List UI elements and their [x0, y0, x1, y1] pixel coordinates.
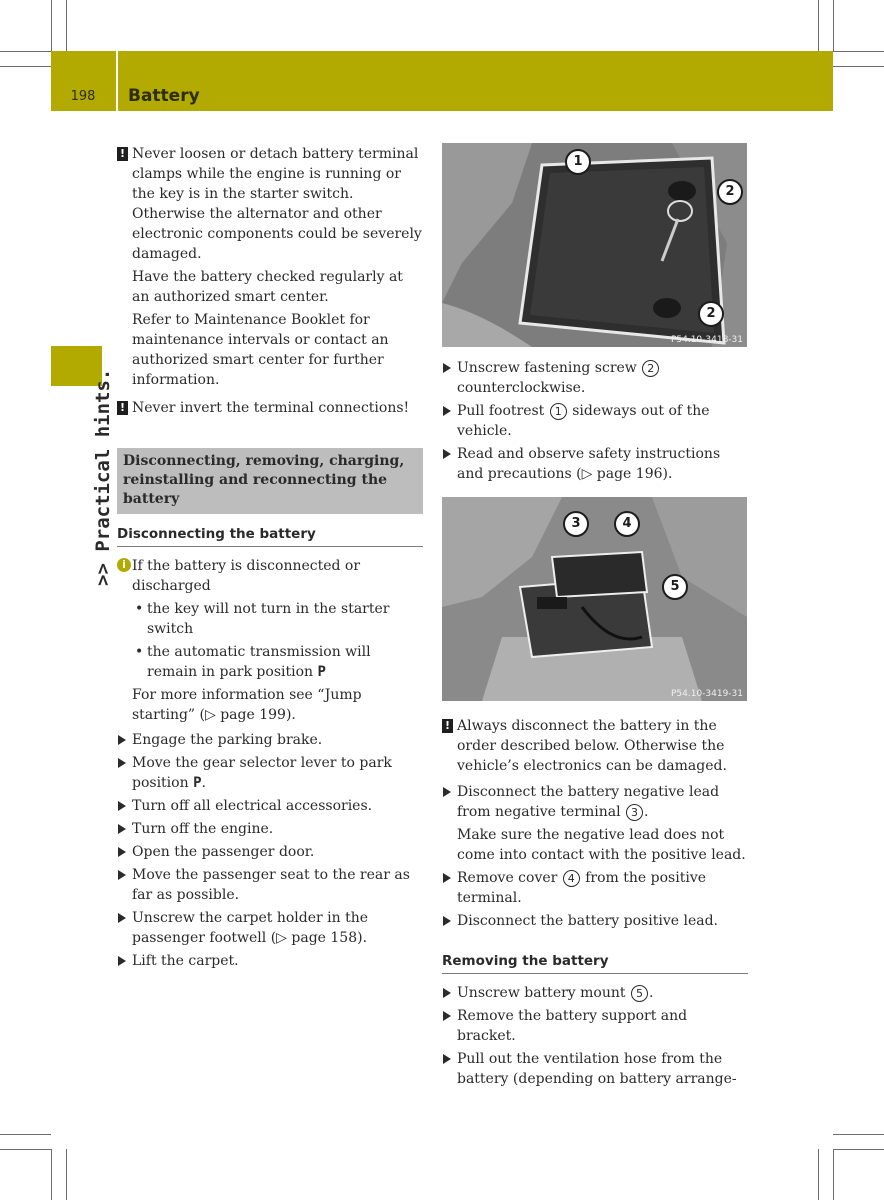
step-text: Remove cover — [457, 870, 558, 886]
step-text: Pull footrest — [457, 403, 545, 419]
bullet-icon: • — [135, 644, 144, 660]
crop-mark — [51, 1149, 52, 1200]
right-column-b — [442, 716, 748, 1092]
figure-callout: 4 — [614, 511, 640, 537]
crop-mark — [833, 1134, 884, 1135]
callout-number: 5 — [631, 985, 648, 1002]
figure-callout: 2 — [717, 179, 743, 205]
crop-mark — [833, 66, 884, 67]
section-heading-box: Disconnecting, removing, charging, reinstalling and reconnecting the battery — [117, 448, 423, 514]
crop-mark — [66, 1149, 67, 1200]
subheading: Removing the battery — [442, 951, 748, 974]
arrow-icon — [118, 824, 126, 834]
arrow-icon — [443, 449, 451, 459]
step — [442, 358, 748, 398]
warning-icon: ! — [117, 401, 128, 415]
figure-callout: 2 — [698, 301, 724, 327]
gear-position: P — [193, 775, 202, 791]
step — [117, 951, 423, 971]
crop-mark — [0, 66, 51, 67]
callout-number: 3 — [626, 804, 643, 821]
arrow-icon — [443, 406, 451, 416]
paragraph: Have the battery checked regularly at an authorized smart center. — [132, 269, 403, 305]
crop-mark — [51, 0, 52, 51]
crop-mark — [0, 1149, 51, 1150]
crop-mark — [66, 0, 67, 51]
step-text: . — [648, 985, 654, 1001]
crop-mark — [833, 1149, 834, 1200]
arrow-icon — [443, 916, 451, 926]
step — [442, 444, 748, 484]
callout-number: 2 — [642, 360, 659, 377]
step — [442, 1006, 748, 1046]
warning-note — [117, 398, 423, 418]
arrow-icon — [118, 847, 126, 857]
arrow-icon — [443, 1011, 451, 1021]
arrow-icon — [118, 913, 126, 923]
step-text: Read and observe safety instructions and precautions (▷ page 196). — [457, 446, 721, 482]
figure-callout: 1 — [565, 149, 591, 175]
crop-mark — [833, 51, 884, 52]
list-item-text: the automatic transmission will remain in park position — [147, 644, 371, 680]
arrow-icon — [443, 988, 451, 998]
step-text: Move the gear selector lever to park position — [132, 755, 392, 791]
step-text: . — [644, 804, 649, 820]
header-divider — [116, 51, 118, 111]
info-text: If the battery is disconnected or discharged — [132, 558, 361, 594]
step-text: Disconnect the battery positive lead. — [457, 913, 718, 929]
step-text: Turn off the engine. — [132, 821, 274, 837]
step-text: Move the passenger seat to the rear as far as possible. — [132, 867, 410, 903]
crop-mark — [833, 1149, 884, 1150]
arrow-icon — [443, 1054, 451, 1064]
step-text: Unscrew battery mount — [457, 985, 626, 1001]
punctuation: . — [201, 775, 206, 791]
step-text: Remove the battery support and bracket. — [457, 1008, 688, 1044]
step — [117, 819, 423, 839]
arrow-icon — [118, 735, 126, 745]
arrow-icon — [118, 801, 126, 811]
figure-callout: 5 — [662, 574, 688, 600]
callout-number: 4 — [563, 870, 580, 887]
footrest-figure — [442, 143, 747, 347]
arrow-icon — [118, 758, 126, 768]
crop-mark — [818, 0, 819, 51]
battery-illustration — [442, 497, 747, 701]
arrow-icon — [118, 870, 126, 880]
step — [117, 730, 423, 750]
crop-mark — [818, 1149, 819, 1200]
arrow-icon — [443, 873, 451, 883]
right-column-a — [442, 358, 748, 487]
step — [117, 865, 423, 905]
warning-icon: ! — [442, 719, 453, 733]
arrow-icon — [443, 787, 451, 797]
step — [442, 401, 748, 441]
step-text: Lift the carpet. — [132, 953, 239, 969]
crop-mark — [0, 1134, 51, 1135]
step — [117, 753, 423, 793]
warning-note — [442, 716, 748, 776]
step — [117, 796, 423, 816]
warning-text: Never invert the terminal connections! — [132, 400, 410, 416]
side-label: >> Practical hints. — [92, 368, 114, 586]
step — [442, 782, 748, 822]
step-text: Engage the parking brake. — [132, 732, 323, 748]
figure-label: P54.10-3418-31 — [670, 335, 743, 345]
left-column — [117, 144, 423, 974]
crop-mark — [0, 51, 51, 52]
step-text: Pull out the ventilation hose from the battery (depending on battery arrange- — [457, 1051, 737, 1087]
gear-position: P — [317, 664, 326, 680]
list-item — [117, 642, 423, 682]
step — [442, 1049, 748, 1089]
step — [442, 868, 748, 908]
battery-figure — [442, 497, 747, 701]
paragraph: Make sure the negative lead does not come into contact with the positive lead. — [457, 827, 746, 863]
info-icon: i — [117, 558, 131, 572]
warning-icon: ! — [117, 147, 128, 161]
step-text: Unscrew fastening screw — [457, 360, 637, 376]
step — [117, 908, 423, 948]
paragraph: Refer to Maintenance Booklet for maintenance intervals or contact an authorized smart center for further information. — [132, 312, 389, 388]
figure-label: P54.10-3419-31 — [670, 689, 743, 699]
crop-mark — [833, 0, 834, 51]
step-text: from the positive terminal. — [457, 870, 707, 906]
step-text: Unscrew the carpet holder in the passenger footwell (▷ page 158). — [132, 910, 369, 946]
paragraph: For more information see “Jump starting” (▷ page 199). — [132, 687, 362, 723]
subheading: Disconnecting the battery — [117, 524, 423, 547]
step-text: counterclockwise. — [457, 380, 586, 396]
callout-number: 1 — [550, 403, 567, 420]
step — [117, 842, 423, 862]
step — [442, 911, 748, 931]
arrow-icon — [118, 956, 126, 966]
info-note — [117, 556, 423, 596]
figure-callout: 3 — [563, 511, 589, 537]
warning-text: Always disconnect the battery in the order described below. Otherwise the vehicle’s electronics can be damaged. — [457, 718, 727, 774]
section-title: Battery — [128, 86, 200, 106]
step-text: Turn off all electrical accessories. — [132, 798, 373, 814]
warning-note — [117, 144, 423, 264]
step-text: sideways out of the vehicle. — [457, 403, 710, 439]
page-number: 198 — [70, 89, 96, 104]
list-item-text: the key will not turn in the starter switch — [147, 601, 390, 637]
list-item — [117, 599, 423, 639]
step — [442, 983, 748, 1003]
bullet-icon: • — [135, 601, 144, 617]
step-text: Open the passenger door. — [132, 844, 315, 860]
arrow-icon — [443, 363, 451, 373]
warning-text: Never loosen or detach battery terminal clamps while the engine is running or the key is in the starter switch. Otherwise the alternator and other electronic components could be severely damaged. — [132, 146, 422, 262]
step-text: Disconnect the battery negative lead from negative terminal — [457, 784, 720, 820]
